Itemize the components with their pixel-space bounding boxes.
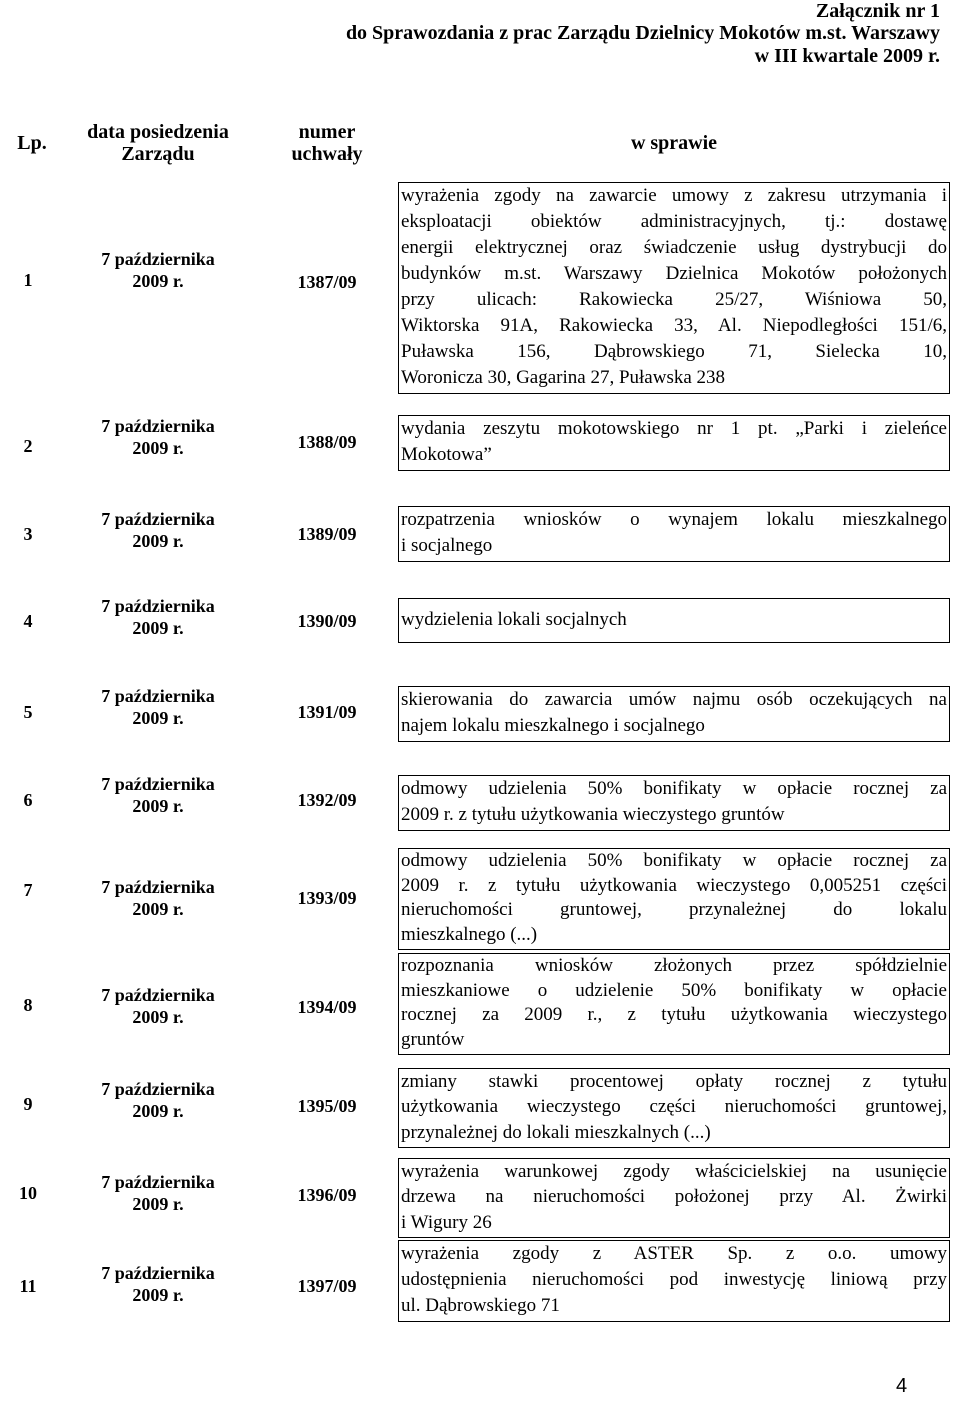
subject-box	[398, 953, 950, 1055]
subject-line: rozpoznania wniosków złożonych przez spółdzielnie	[401, 955, 947, 976]
meeting-date	[68, 1262, 248, 1306]
subject-line: udostępnienia nieruchomości pod inwestycję liniową przy	[401, 1269, 947, 1290]
col-header-subject: w sprawie	[630, 132, 718, 154]
subject-line: najem lokalu mieszkalnego i socjalnego	[401, 715, 705, 736]
subject-line: energii elektrycznej oraz świadczenie usług dystrybucji do	[401, 237, 947, 258]
meeting-date-line: 7 października	[101, 509, 215, 529]
subject-line: wyrażenia zgody na zawarcie umowy z zakresu utrzymania i	[401, 185, 947, 206]
meeting-date-year: 2009 r.	[132, 271, 184, 291]
resolution-number: 1389/09	[297, 524, 357, 544]
resolution-number: 1395/09	[297, 1096, 357, 1116]
col-header-date: data posiedzenia Zarządu	[87, 121, 229, 165]
resolution-number: 1393/09	[297, 888, 357, 908]
subject-line: nieruchomości gruntowej, przynależnej do lokalu	[401, 899, 947, 920]
resolution-number: 1396/09	[297, 1185, 357, 1205]
subject-box	[398, 506, 950, 562]
resolution-number: 1391/09	[297, 702, 357, 722]
subject-line: mieszkalnego (...)	[401, 923, 538, 945]
row-number: 1	[23, 270, 33, 290]
row-number: 5	[23, 702, 33, 722]
meeting-date	[68, 508, 248, 552]
subject-line: 2009 r. z tytułu użytkowania wieczystego gruntów	[401, 804, 785, 825]
meeting-date-year: 2009 r.	[132, 531, 184, 551]
meeting-date-year: 2009 r.	[132, 618, 184, 638]
meeting-date	[68, 1171, 248, 1215]
meeting-date-line: 7 października	[101, 1172, 215, 1192]
meeting-date-line: 7 października	[101, 774, 215, 794]
header-line-2: do Sprawozdania z prac Zarządu Dzielnicy Mokotów m.st. Warszawy	[345, 22, 940, 44]
row-number: 11	[19, 1276, 37, 1296]
subject-line: eksploatacji obiektów administracyjnych, tj.: dostawę	[401, 211, 947, 232]
subject-box	[398, 1240, 950, 1322]
meeting-date-year: 2009 r.	[132, 1007, 184, 1027]
meeting-date-line: 7 października	[101, 1263, 215, 1283]
meeting-date-line: 7 października	[101, 985, 215, 1005]
subject-box	[398, 1068, 950, 1148]
subject-line: gruntów	[401, 1028, 465, 1050]
subject-line: Puławska 156, Dąbrowskiego 71, Sielecka 10,	[401, 341, 947, 362]
meeting-date-year: 2009 r.	[132, 1194, 184, 1214]
resolution-number: 1392/09	[297, 790, 357, 810]
subject-line: rocznej za 2009 r., z tytułu użytkowania wieczystego	[401, 1004, 947, 1025]
meeting-date	[68, 595, 248, 639]
resolution-number: 1397/09	[297, 1276, 357, 1296]
meeting-date-line: 7 października	[101, 686, 215, 706]
meeting-date	[68, 248, 248, 292]
subject-box	[398, 182, 950, 394]
subject-line: wydzielenia lokali socjalnych	[401, 609, 627, 630]
row-number: 9	[23, 1094, 33, 1114]
subject-box	[398, 415, 950, 471]
subject-line: wyrażenia warunkowej zgody właścicielskiej na usunięcie	[401, 1161, 947, 1182]
resolution-number: 1387/09	[297, 272, 357, 292]
row-number: 7	[23, 880, 33, 900]
header-line-3: w III kwartale 2009 r.	[754, 45, 940, 67]
meeting-date-line: 7 października	[101, 249, 215, 269]
subject-line: odmowy udzielenia 50% bonifikaty w opłacie rocznej za	[401, 850, 947, 871]
subject-box	[398, 1158, 950, 1238]
subject-box	[398, 775, 950, 831]
row-number: 8	[23, 995, 33, 1015]
row-number: 10	[19, 1183, 37, 1203]
subject-line: użytkowania wieczystego części nieruchomości gruntowej,	[401, 1096, 947, 1118]
resolution-number: 1388/09	[297, 432, 357, 452]
subject-line: Woronicza 30, Gagarina 27, Puławska 238	[401, 367, 726, 388]
row-number: 6	[23, 790, 33, 810]
subject-line: i Wigury 26	[401, 1211, 492, 1233]
resolution-number: 1390/09	[297, 611, 357, 631]
subject-box	[398, 598, 950, 643]
subject-line: przy ulicach: Rakowiecka 25/27, Wiśniowa 50,	[401, 289, 947, 310]
row-number: 2	[23, 436, 33, 456]
meeting-date-line: 7 października	[101, 1079, 215, 1099]
subject-line: wydania zeszytu mokotowskiego nr 1 pt. „Parki i zieleńce	[401, 418, 947, 439]
row-number: 3	[23, 524, 33, 544]
meeting-date-year: 2009 r.	[132, 708, 184, 728]
meeting-date	[68, 876, 248, 920]
meeting-date	[68, 1078, 248, 1122]
subject-line: przynależnej do lokali mieszkalnych (...)	[401, 1121, 711, 1143]
row-number: 4	[23, 611, 33, 631]
meeting-date-line: 7 października	[101, 877, 215, 897]
subject-line: 2009 r. z tytułu użytkowania wieczystego 0,005251 części	[401, 874, 947, 896]
meeting-date	[68, 773, 248, 817]
meeting-date-year: 2009 r.	[132, 796, 184, 816]
subject-line: rozpatrzenia wniosków o wynajem lokalu mieszkalnego	[401, 509, 947, 530]
meeting-date-line: 7 października	[101, 596, 215, 616]
subject-box	[398, 848, 950, 950]
subject-box	[398, 686, 950, 742]
meeting-date	[68, 984, 248, 1028]
meeting-date-year: 2009 r.	[132, 1285, 184, 1305]
meeting-date	[68, 415, 248, 459]
col-header-resolution: numer uchwały	[291, 121, 363, 165]
subject-line: Wiktorska 91A, Rakowiecka 33, Al. Niepodległości 151/6,	[401, 315, 947, 336]
page-number: 4	[896, 1375, 908, 1397]
subject-line: odmowy udzielenia 50% bonifikaty w opłacie rocznej za	[401, 778, 947, 799]
subject-line: drzewa na nieruchomości położonej przy Al. Żwirki	[401, 1186, 947, 1208]
meeting-date-year: 2009 r.	[132, 1101, 184, 1121]
subject-line: zmiany stawki procentowej opłaty rocznej z tytułu	[401, 1071, 947, 1092]
subject-line: wyrażenia zgody z ASTER Sp. z o.o. umowy	[401, 1243, 947, 1264]
meeting-date-year: 2009 r.	[132, 438, 184, 458]
subject-line: ul. Dąbrowskiego 71	[401, 1295, 560, 1316]
subject-line: skierowania do zawarcia umów najmu osób oczekujących na	[401, 689, 947, 710]
meeting-date-year: 2009 r.	[132, 899, 184, 919]
meeting-date	[68, 685, 248, 729]
header-line-1: Załącznik nr 1	[815, 0, 940, 22]
resolution-number: 1394/09	[297, 997, 357, 1017]
subject-line: mieszkaniowe o udzielenie 50% bonifikaty w opłacie	[401, 979, 947, 1001]
meeting-date-line: 7 października	[101, 416, 215, 436]
subject-line: Mokotowa”	[401, 444, 492, 465]
col-header-lp: Lp.	[17, 132, 47, 154]
subject-line: i socjalnego	[401, 535, 493, 556]
subject-line: budynków m.st. Warszawy Dzielnica Mokotów położonych	[401, 263, 947, 284]
